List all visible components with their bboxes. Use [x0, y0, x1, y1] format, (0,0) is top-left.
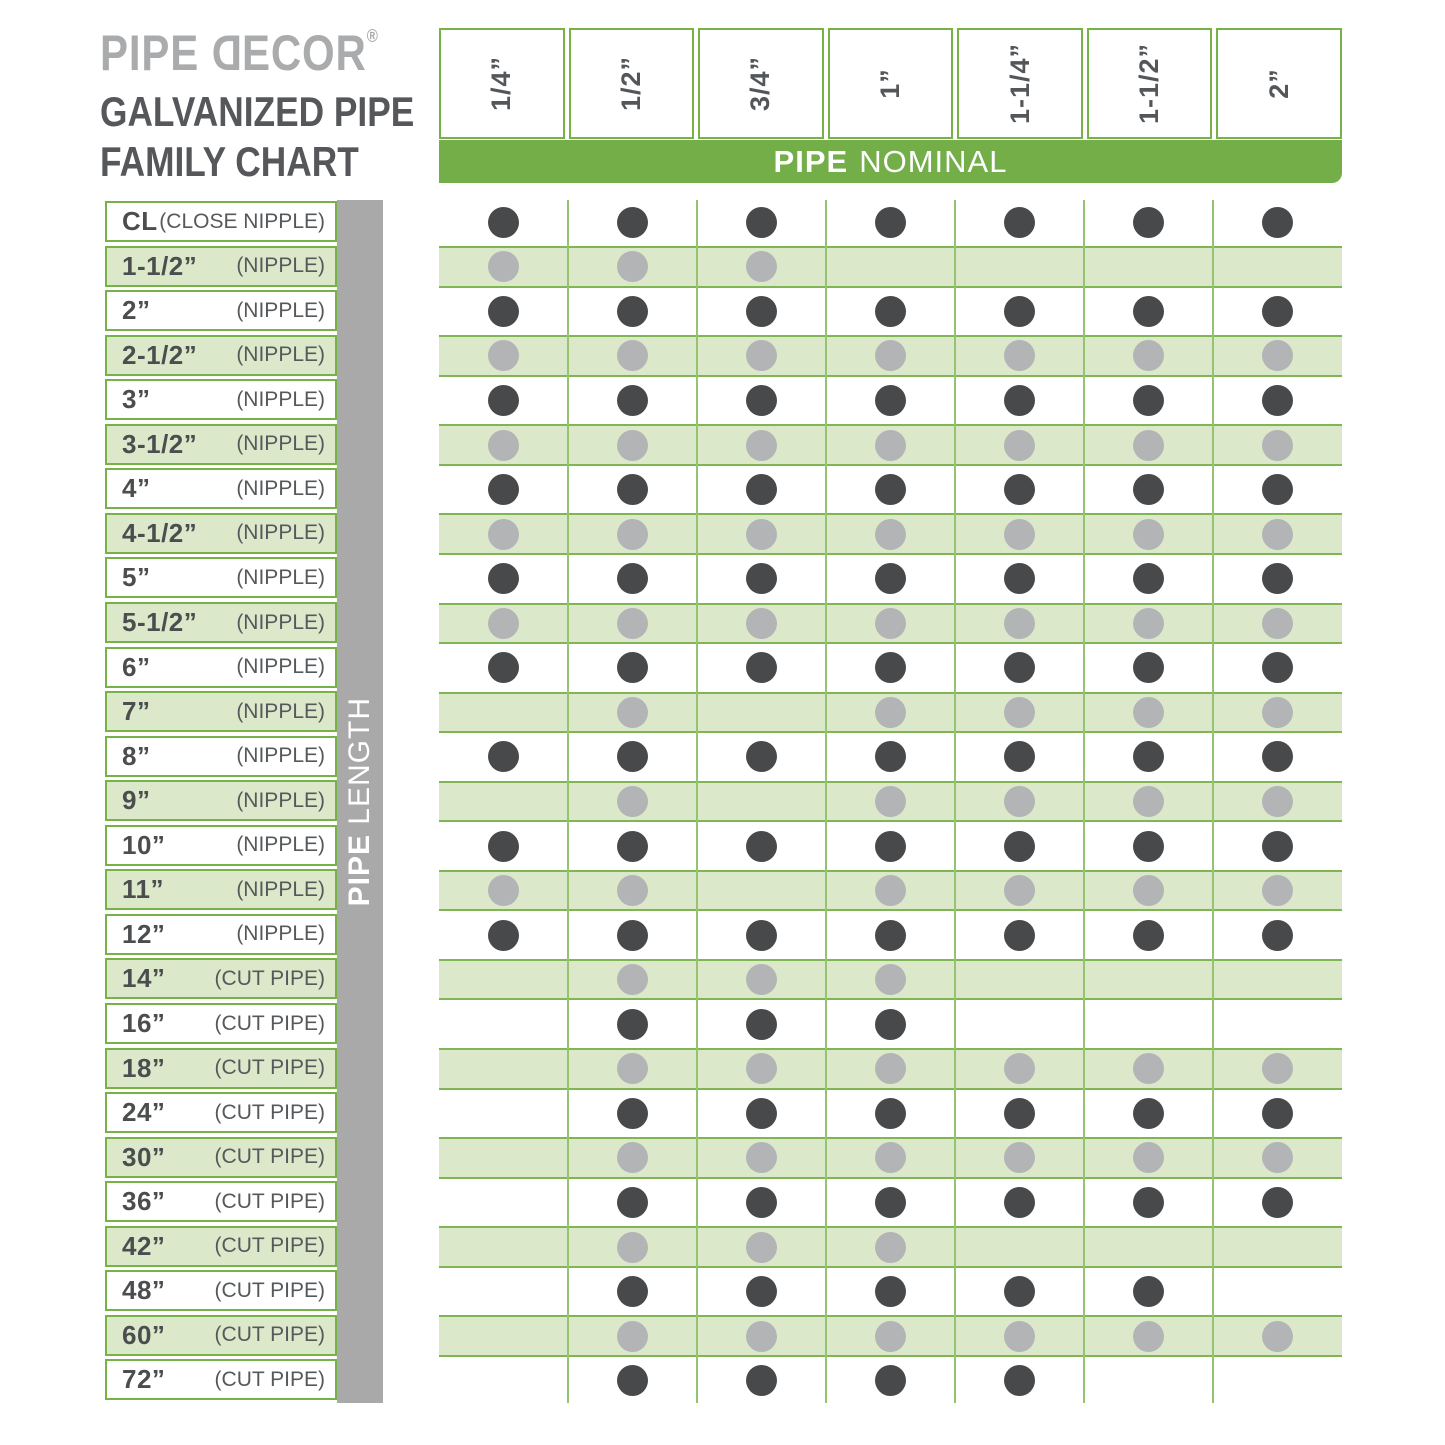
availability-dot [1133, 697, 1164, 728]
availability-dot [746, 207, 777, 238]
availability-dot [617, 1276, 648, 1307]
availability-dot [1262, 1187, 1293, 1218]
grid-column-line [1212, 200, 1214, 1403]
availability-dot [617, 563, 648, 594]
availability-dot [617, 1321, 648, 1352]
availability-dot [746, 563, 777, 594]
row-label [105, 914, 337, 955]
availability-dot [1133, 1321, 1164, 1352]
availability-dot [1004, 786, 1035, 817]
availability-dot [617, 831, 648, 862]
column-header-box [957, 28, 1083, 139]
row-type-label: (NIPPLE) [236, 922, 325, 946]
availability-dot [1262, 741, 1293, 772]
availability-dot [488, 430, 519, 461]
availability-dot [1004, 652, 1035, 683]
availability-dot [1004, 296, 1035, 327]
availability-dot [875, 207, 906, 238]
availability-dot [488, 296, 519, 327]
availability-dot [746, 519, 777, 550]
row-label [105, 1226, 337, 1267]
availability-dot [1004, 1187, 1035, 1218]
availability-dot [488, 385, 519, 416]
row-size-label: 60” [122, 1319, 166, 1350]
availability-dot [1262, 697, 1293, 728]
availability-dot [1133, 519, 1164, 550]
row-size-label: 12” [122, 918, 166, 949]
row-size-label: 16” [122, 1008, 166, 1038]
availability-dot [746, 1009, 777, 1040]
availability-dot [1004, 1098, 1035, 1129]
row-type-label: (NIPPLE) [236, 476, 325, 500]
availability-dot [488, 207, 519, 238]
pipe-length-rest: LENGTH [343, 696, 376, 825]
availability-dot [488, 652, 519, 683]
row-label [105, 1270, 337, 1311]
availability-dot [875, 1276, 906, 1307]
availability-dot [1004, 875, 1035, 906]
row-type-label: (CUT PIPE) [214, 1278, 325, 1302]
column-header-label: 2” [1263, 68, 1294, 99]
availability-dot [746, 1321, 777, 1352]
availability-dot [875, 741, 906, 772]
pipe-length-bar [337, 200, 383, 1403]
row-label [105, 736, 337, 777]
availability-dot [875, 296, 906, 327]
availability-dot [1262, 786, 1293, 817]
row-size-label: 3” [122, 384, 151, 415]
availability-dot [1004, 1365, 1035, 1396]
availability-dot [1133, 296, 1164, 327]
row-size-label: 4” [122, 473, 151, 504]
availability-dot [746, 608, 777, 639]
row-size-label: 30” [122, 1141, 166, 1172]
availability-dot [1004, 1321, 1035, 1352]
availability-dot [617, 875, 648, 906]
availability-dot [746, 1276, 777, 1307]
availability-dot [1262, 920, 1293, 951]
row-size-label: CL [122, 206, 158, 236]
row-size-label: 6” [122, 651, 151, 682]
row-type-label: (CUT PIPE) [214, 1189, 325, 1213]
column-header-box [698, 28, 824, 139]
row-type-label: (CUT PIPE) [214, 1367, 325, 1391]
availability-dot [617, 920, 648, 951]
row-type-label: (CUT PIPE) [214, 1100, 325, 1124]
availability-dot [1133, 430, 1164, 461]
availability-dot [1262, 207, 1293, 238]
availability-dot [1133, 875, 1164, 906]
grid-column-line [825, 200, 827, 1403]
availability-dot [617, 207, 648, 238]
row-size-label: 8” [122, 740, 151, 771]
availability-dot [1004, 430, 1035, 461]
row-type-label: (NIPPLE) [236, 298, 325, 322]
availability-dot [488, 608, 519, 639]
availability-dot [1133, 786, 1164, 817]
availability-dot [617, 296, 648, 327]
registered-mark: ® [366, 26, 378, 46]
row-label [105, 379, 337, 420]
availability-dot [617, 1009, 648, 1040]
column-header-box [1216, 28, 1342, 139]
row-label [105, 513, 337, 554]
availability-dot [1133, 207, 1164, 238]
availability-dot [875, 831, 906, 862]
availability-dot [1262, 652, 1293, 683]
row-size-label: 7” [122, 696, 151, 727]
row-size-label: 5” [122, 562, 151, 593]
availability-dot [1262, 608, 1293, 639]
chart-title-line1: GALVANIZED PIPE [100, 88, 415, 135]
row-size-label: 24” [122, 1097, 166, 1128]
availability-dot [617, 385, 648, 416]
row-size-label: 72” [122, 1364, 166, 1395]
availability-dot [746, 1187, 777, 1218]
availability-dot [1133, 563, 1164, 594]
availability-dot [488, 563, 519, 594]
row-type-label: (NIPPLE) [236, 254, 325, 278]
column-header-box [828, 28, 954, 139]
chart-title [100, 87, 414, 187]
availability-dot [746, 430, 777, 461]
row-label [105, 468, 337, 509]
availability-dot [617, 741, 648, 772]
row-label [105, 1315, 337, 1356]
row-label [105, 1003, 337, 1044]
row-type-label: (NIPPLE) [236, 432, 325, 456]
row-size-label: 18” [122, 1052, 166, 1083]
availability-dot [746, 1365, 777, 1396]
row-label [105, 290, 337, 331]
availability-dot [1133, 1098, 1164, 1129]
row-label [105, 1092, 337, 1133]
availability-dot [875, 697, 906, 728]
row-type-label: (CUT PIPE) [214, 1234, 325, 1258]
grid-column-line [567, 200, 569, 1403]
availability-dot [746, 385, 777, 416]
column-header-box [1087, 28, 1213, 139]
row-type-label: (NIPPLE) [236, 833, 325, 857]
chart-title-line2: FAMILY CHART [100, 138, 359, 185]
availability-dot [875, 474, 906, 505]
row-label [105, 825, 337, 866]
availability-dot [1262, 296, 1293, 327]
row-size-label: 5-1/2” [122, 607, 198, 637]
availability-dot [875, 1232, 906, 1263]
pipe-length-text [343, 697, 377, 906]
availability-dot [488, 474, 519, 505]
availability-dot [875, 1365, 906, 1396]
row-type-label: (NIPPLE) [236, 744, 325, 768]
row-type-label: (CUT PIPE) [214, 1011, 325, 1035]
row-size-label: 9” [122, 785, 151, 816]
availability-dot [1262, 875, 1293, 906]
row-type-label: (NIPPLE) [236, 565, 325, 589]
availability-dot [746, 652, 777, 683]
availability-dot [746, 964, 777, 995]
column-header-label: 1-1/2” [1134, 42, 1165, 125]
pipe-nominal-bar [439, 140, 1342, 183]
row-label [105, 691, 337, 732]
row-label [105, 958, 337, 999]
row-type-label: (CLOSE NIPPLE) [159, 209, 325, 233]
availability-dot [1004, 1276, 1035, 1307]
availability-dot [1262, 430, 1293, 461]
grid-column-line [696, 200, 698, 1403]
row-type-label: (CUT PIPE) [214, 966, 325, 990]
availability-dot [746, 1098, 777, 1129]
availability-dot [875, 1187, 906, 1218]
row-label [105, 602, 337, 643]
row-label [105, 557, 337, 598]
availability-dot [617, 1365, 648, 1396]
availability-dot [875, 563, 906, 594]
availability-dot [488, 741, 519, 772]
availability-dot [746, 296, 777, 327]
availability-dot [1004, 563, 1035, 594]
column-headers [439, 28, 1342, 139]
row-size-label: 10” [122, 829, 166, 860]
availability-dot [1004, 474, 1035, 505]
row-label [105, 647, 337, 688]
availability-dot [746, 474, 777, 505]
availability-dot [1133, 1276, 1164, 1307]
availability-dot [746, 1232, 777, 1263]
availability-grid [439, 200, 1342, 1403]
row-label [105, 780, 337, 821]
availability-dot [617, 697, 648, 728]
row-type-label: (CUT PIPE) [214, 1323, 325, 1347]
availability-dot [1133, 474, 1164, 505]
availability-dot [1004, 741, 1035, 772]
row-label [105, 1181, 337, 1222]
row-size-label: 48” [122, 1275, 166, 1306]
row-type-label: (NIPPLE) [236, 788, 325, 812]
row-label [105, 1137, 337, 1178]
availability-dot [1133, 1187, 1164, 1218]
availability-dot [875, 1009, 906, 1040]
availability-dot [1004, 920, 1035, 951]
logo-block [100, 10, 474, 187]
availability-dot [875, 1098, 906, 1129]
row-size-label: 36” [122, 1186, 166, 1217]
column-header-box [569, 28, 695, 139]
row-label [105, 424, 337, 465]
row-type-label: (NIPPLE) [236, 610, 325, 634]
availability-dot [488, 831, 519, 862]
row-size-label: 42” [122, 1230, 166, 1261]
column-header-label: 1-1/4” [1004, 42, 1035, 125]
row-type-label: (NIPPLE) [236, 655, 325, 679]
row-size-label: 14” [122, 963, 166, 994]
availability-dot [617, 1098, 648, 1129]
row-size-label: 3-1/2” [122, 428, 198, 459]
availability-dot [1004, 697, 1035, 728]
availability-dot [1004, 831, 1035, 862]
row-size-label: 2” [122, 295, 151, 326]
availability-dot [875, 385, 906, 416]
availability-dot [1004, 385, 1035, 416]
availability-dot [617, 519, 648, 550]
row-type-label: (CUT PIPE) [214, 1145, 325, 1169]
row-label [105, 1359, 337, 1400]
row-type-label: (CUT PIPE) [214, 1056, 325, 1080]
availability-dot [1133, 652, 1164, 683]
availability-dot [1133, 920, 1164, 951]
availability-dot [1262, 831, 1293, 862]
row-label [105, 869, 337, 910]
availability-dot [1262, 385, 1293, 416]
row-label [105, 246, 337, 287]
availability-dot [875, 920, 906, 951]
availability-dot [1133, 608, 1164, 639]
column-header-label: 1” [875, 68, 906, 99]
availability-dot [746, 831, 777, 862]
column-header-label: 1/2” [615, 55, 646, 112]
availability-dot [617, 474, 648, 505]
availability-dot [1262, 563, 1293, 594]
availability-dot [488, 875, 519, 906]
availability-dot [617, 1187, 648, 1218]
availability-dot [875, 964, 906, 995]
brand-reversed-d: D [210, 25, 243, 81]
row-size-label: 2-1/2” [122, 339, 198, 370]
availability-dot [875, 519, 906, 550]
row-type-label: (NIPPLE) [236, 699, 325, 723]
availability-dot [617, 430, 648, 461]
row-label [105, 1048, 337, 1089]
availability-dot [1004, 608, 1035, 639]
row-size-label: 1-1/2” [122, 250, 198, 281]
row-label [105, 201, 337, 242]
row-type-label: (NIPPLE) [236, 877, 325, 901]
pipe-nominal-rest: NOMINAL [859, 143, 1008, 179]
availability-dot [1133, 741, 1164, 772]
column-header-label: 1/4” [486, 55, 517, 112]
availability-dot [617, 964, 648, 995]
availability-dot [875, 608, 906, 639]
availability-dot [1262, 519, 1293, 550]
pipe-nominal-bold: PIPE [773, 143, 849, 179]
availability-dot [488, 519, 519, 550]
availability-dot [617, 1232, 648, 1263]
green-row-band [439, 246, 1342, 288]
availability-dot [746, 741, 777, 772]
row-type-label: (NIPPLE) [236, 387, 325, 411]
availability-dot [1262, 1321, 1293, 1352]
availability-dot [875, 875, 906, 906]
availability-dot [1262, 474, 1293, 505]
row-size-label: 4-1/2” [122, 517, 198, 548]
brand-word-pipe: PIPE [100, 25, 200, 81]
grid-column-line [954, 200, 956, 1403]
availability-dot [617, 608, 648, 639]
row-type-label: (NIPPLE) [236, 521, 325, 545]
availability-dot [875, 430, 906, 461]
grid-column-line [1083, 200, 1085, 1403]
availability-dot [1262, 1098, 1293, 1129]
column-header-label: 3/4” [745, 55, 776, 112]
brand-logo [100, 10, 414, 79]
pipe-length-bold: PIPE [343, 833, 376, 907]
availability-dot [1133, 831, 1164, 862]
availability-dot [1133, 385, 1164, 416]
availability-dot [1004, 207, 1035, 238]
row-type-label: (NIPPLE) [236, 343, 325, 367]
availability-dot [617, 652, 648, 683]
availability-dot [875, 652, 906, 683]
availability-dot [746, 920, 777, 951]
row-size-label: 11” [122, 874, 164, 905]
availability-dot [1004, 519, 1035, 550]
brand-word-ecor: ECOR [242, 25, 367, 81]
availability-dot [875, 786, 906, 817]
availability-dot [875, 1321, 906, 1352]
row-label [105, 335, 337, 376]
availability-dot [617, 786, 648, 817]
availability-dot [488, 920, 519, 951]
column-header-box [439, 28, 565, 139]
